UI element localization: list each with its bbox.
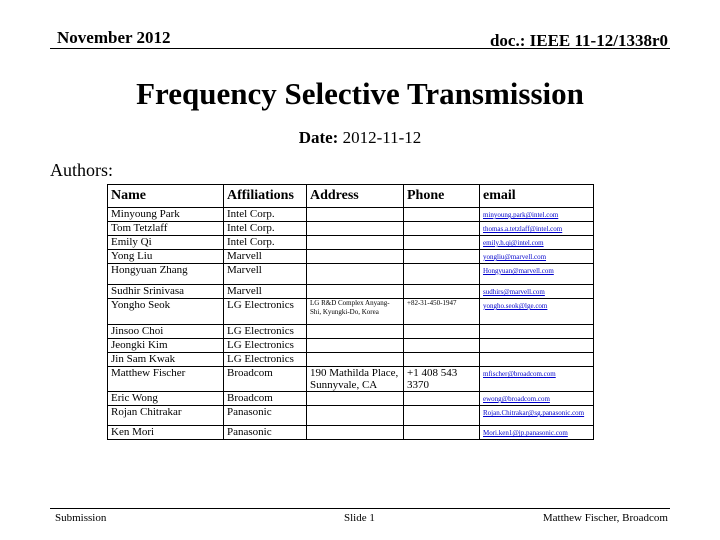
date-value: 2012-11-12 [342, 128, 422, 147]
cell-address [307, 236, 404, 250]
cell-affiliation: Panasonic [224, 426, 307, 440]
cell-address [307, 406, 404, 426]
email-link[interactable]: yongliu@marvell.com [483, 253, 547, 261]
cell-phone [404, 406, 480, 426]
cell-address [307, 208, 404, 222]
cell-affiliation: Intel Corp. [224, 236, 307, 250]
header-divider [50, 48, 670, 49]
cell-address [307, 250, 404, 264]
cell-phone [404, 392, 480, 406]
cell-name: Hongyuan Zhang [108, 264, 224, 285]
cell-email [480, 285, 594, 299]
slide-date [0, 128, 720, 148]
cell-name: Ken Mori [108, 426, 224, 440]
cell-affiliation: LG Electronics [224, 325, 307, 339]
cell-affiliation: Intel Corp. [224, 208, 307, 222]
slide-title: Frequency Selective Transmission [136, 76, 584, 111]
cell-phone [404, 222, 480, 236]
cell-name: Yong Liu [108, 250, 224, 264]
cell-affiliation: LG Electronics [224, 353, 307, 367]
header-phone: Phone [404, 185, 480, 208]
footer-submission: Submission [55, 512, 107, 524]
table-row [108, 392, 594, 406]
cell-address [307, 339, 404, 353]
cell-name: Sudhir Srinivasa [108, 285, 224, 299]
cell-name: Emily Qi [108, 236, 224, 250]
authors-table [107, 184, 594, 440]
cell-email [480, 236, 594, 250]
cell-address: LG R&D Complex Anyang-Shi, Kyungki-Do, Korea [307, 299, 404, 325]
cell-affiliation: Marvell [224, 285, 307, 299]
table-row [108, 264, 594, 285]
table-row [108, 236, 594, 250]
cell-email [480, 392, 594, 406]
cell-affiliation: Marvell [224, 264, 307, 285]
cell-name: Eric Wong [108, 392, 224, 406]
cell-phone [404, 285, 480, 299]
email-link[interactable]: thomas.a.tetzlaff@intel.com [483, 225, 563, 233]
table-row [108, 325, 594, 339]
cell-name: Jin Sam Kwak [108, 353, 224, 367]
cell-email [480, 339, 594, 353]
cell-phone [404, 250, 480, 264]
cell-email [480, 299, 594, 325]
footer-divider [50, 508, 670, 509]
header-email: email [480, 185, 594, 208]
cell-name: Rojan Chitrakar [108, 406, 224, 426]
cell-email [480, 426, 594, 440]
table-row [108, 285, 594, 299]
table-row [108, 406, 594, 426]
date-label: Date: [298, 128, 339, 147]
cell-address [307, 353, 404, 367]
email-link[interactable]: emily.h.qi@intel.com [483, 239, 544, 247]
cell-name: Minyoung Park [108, 208, 224, 222]
cell-affiliation: Broadcom [224, 392, 307, 406]
header-affiliations: Affiliations [224, 185, 307, 208]
cell-address [307, 426, 404, 440]
authors-label: Authors: [50, 160, 113, 180]
cell-phone: +82-31-450-1947 [404, 299, 480, 325]
cell-name: Matthew Fischer [108, 367, 224, 392]
cell-name: Tom Tetzlaff [108, 222, 224, 236]
table-row [108, 367, 594, 392]
cell-name: Jeongki Kim [108, 339, 224, 353]
header-name: Name [108, 185, 224, 208]
cell-email [480, 250, 594, 264]
cell-affiliation: Panasonic [224, 406, 307, 426]
email-link[interactable]: Rojan.Chitrakar@sg.panasonic.com [483, 409, 585, 417]
email-link[interactable]: Hongyuan@marvell.com [483, 267, 554, 275]
cell-address [307, 325, 404, 339]
table-row [108, 250, 594, 264]
email-link[interactable]: sudhirs@marvell.com [483, 288, 545, 296]
cell-affiliation: LG Electronics [224, 339, 307, 353]
table-row [108, 353, 594, 367]
cell-name: Jinsoo Choi [108, 325, 224, 339]
cell-address [307, 222, 404, 236]
email-link[interactable]: mfischer@broadcom.com [483, 370, 556, 378]
cell-phone [404, 339, 480, 353]
cell-phone: +1 408 543 3370 [404, 367, 480, 392]
cell-email [480, 367, 594, 392]
cell-affiliation: Broadcom [224, 367, 307, 392]
footer-author: Matthew Fischer, Broadcom [542, 512, 668, 524]
cell-email [480, 264, 594, 285]
table-row [108, 208, 594, 222]
email-link[interactable]: minyoung.park@intel.com [483, 211, 559, 219]
table-body [108, 208, 594, 440]
footer-slide-number: Slide 1 [344, 512, 375, 524]
cell-affiliation: Marvell [224, 250, 307, 264]
cell-phone [404, 208, 480, 222]
cell-address: 190 Mathilda Place, Sunnyvale, CA [307, 367, 404, 392]
table-row [108, 222, 594, 236]
table-row [108, 426, 594, 440]
cell-email [480, 222, 594, 236]
cell-email [480, 353, 594, 367]
header-address: Address [307, 185, 404, 208]
table-row [108, 339, 594, 353]
header-date: November 2012 [57, 28, 171, 47]
table-header-row [108, 185, 594, 208]
cell-phone [404, 325, 480, 339]
cell-email [480, 208, 594, 222]
header-doc-id: doc.: IEEE 11-12/1338r0 [489, 31, 668, 50]
email-link[interactable]: ewong@broadcom.com [483, 395, 550, 403]
email-link[interactable]: Mori.ken1@jp.panasonic.com [483, 429, 568, 437]
cell-address [307, 285, 404, 299]
cell-name: Yongho Seok [108, 299, 224, 325]
cell-affiliation: Intel Corp. [224, 222, 307, 236]
cell-phone [404, 236, 480, 250]
cell-address [307, 392, 404, 406]
table-row [108, 299, 594, 325]
email-link[interactable]: yongho.seok@lge.com [483, 302, 548, 310]
cell-affiliation: LG Electronics [224, 299, 307, 325]
cell-phone [404, 264, 480, 285]
cell-phone [404, 353, 480, 367]
cell-address [307, 264, 404, 285]
cell-phone [404, 426, 480, 440]
cell-email [480, 325, 594, 339]
cell-email [480, 406, 594, 426]
